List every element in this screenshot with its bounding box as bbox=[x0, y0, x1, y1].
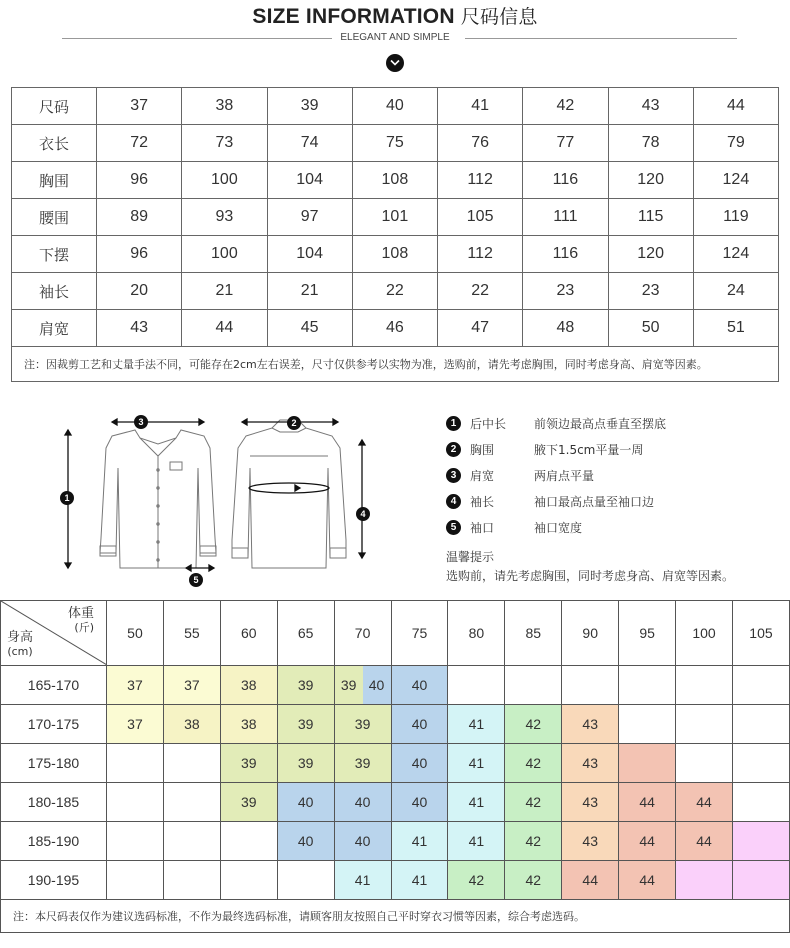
weight-header: 85 bbox=[505, 601, 562, 666]
marker-3: 3 bbox=[138, 417, 144, 427]
size-cell: 120 bbox=[608, 162, 693, 199]
size-cell: 79 bbox=[693, 125, 778, 162]
height-label: 165-170 bbox=[1, 666, 107, 705]
shirt-measurement-diagram bbox=[50, 408, 450, 593]
size-cell: 40 bbox=[334, 822, 391, 861]
number-badge-icon: 1 bbox=[446, 416, 461, 431]
size-cell: 45 bbox=[267, 310, 352, 347]
size-cell: 44 bbox=[619, 822, 676, 861]
size-cell: 39 bbox=[220, 783, 277, 822]
weight-header: 105 bbox=[732, 601, 789, 666]
legend-item bbox=[446, 466, 786, 492]
size-cell: 43 bbox=[562, 744, 619, 783]
legend-item bbox=[446, 440, 786, 466]
size-cell: 124 bbox=[693, 236, 778, 273]
size-cell bbox=[107, 861, 164, 900]
size-cell: 41 bbox=[448, 783, 505, 822]
legend-desc: 袖口最高点量至袖口边 bbox=[534, 495, 655, 509]
legend-name: 胸围 bbox=[470, 443, 495, 457]
size-cell: 101 bbox=[352, 199, 437, 236]
weight-header: 50 bbox=[107, 601, 164, 666]
height-row bbox=[1, 783, 790, 822]
size-cell: 44 bbox=[676, 822, 733, 861]
number-badge-icon: 3 bbox=[446, 468, 461, 483]
legend-item bbox=[446, 414, 786, 440]
size-recommendation-table bbox=[0, 600, 790, 933]
size-cell: 78 bbox=[608, 125, 693, 162]
size-cell: 40 bbox=[334, 783, 391, 822]
weight-header: 55 bbox=[163, 601, 220, 666]
size-cell: 44 bbox=[693, 88, 778, 125]
number-badge-icon: 4 bbox=[446, 494, 461, 509]
size-note-row bbox=[12, 347, 779, 382]
size-cell: 44 bbox=[562, 861, 619, 900]
size-cell: 43 bbox=[562, 705, 619, 744]
size-row bbox=[12, 199, 779, 236]
size-cell: 37 bbox=[163, 666, 220, 705]
corner-cell bbox=[1, 601, 107, 666]
size-cell bbox=[163, 861, 220, 900]
size-cell: 21 bbox=[182, 273, 267, 310]
height-row bbox=[1, 705, 790, 744]
rec-note: 注：本尺码表仅作为建议选码标准，不作为最终选码标准，请顾客朋友按照自己平时穿衣习惯等因素，综合考虑选码。 bbox=[1, 900, 790, 933]
legend-name: 袖口 bbox=[470, 521, 495, 535]
size-cell: 41 bbox=[448, 705, 505, 744]
size-table bbox=[11, 87, 779, 382]
row-label: 尺码 bbox=[12, 88, 97, 125]
size-cell bbox=[505, 666, 562, 705]
size-cell: 39 bbox=[220, 744, 277, 783]
tip-title: 温馨提示 bbox=[446, 550, 495, 564]
size-cell bbox=[220, 861, 277, 900]
height-row bbox=[1, 822, 790, 861]
row-label: 肩宽 bbox=[12, 310, 97, 347]
size-cell: 39 bbox=[267, 88, 352, 125]
size-cell: 38 bbox=[220, 666, 277, 705]
marker-4: 4 bbox=[360, 509, 366, 519]
height-label: 175-180 bbox=[1, 744, 107, 783]
height-label: 170-175 bbox=[1, 705, 107, 744]
size-cell bbox=[448, 666, 505, 705]
size-cell: 40 bbox=[352, 88, 437, 125]
size-cell: 37 bbox=[107, 705, 164, 744]
size-cell: 104 bbox=[267, 162, 352, 199]
size-cell: 73 bbox=[182, 125, 267, 162]
back-shirt-figure bbox=[232, 420, 346, 568]
size-cell bbox=[107, 783, 164, 822]
size-cell bbox=[676, 744, 733, 783]
size-row bbox=[12, 236, 779, 273]
size-cell: 100 bbox=[182, 162, 267, 199]
size-cell: 47 bbox=[438, 310, 523, 347]
size-cell: 42 bbox=[505, 861, 562, 900]
size-cell: 42 bbox=[505, 783, 562, 822]
size-cell: 40 bbox=[391, 744, 448, 783]
weight-header: 95 bbox=[619, 601, 676, 666]
split-value: 40 bbox=[363, 666, 391, 704]
size-cell bbox=[107, 822, 164, 861]
size-cell: 43 bbox=[97, 310, 182, 347]
marker-1: 1 bbox=[64, 493, 70, 503]
weight-header: 70 bbox=[334, 601, 391, 666]
weight-header: 65 bbox=[277, 601, 334, 666]
size-cell: 37 bbox=[107, 666, 164, 705]
size-cell: 39 bbox=[277, 744, 334, 783]
weight-header: 100 bbox=[676, 601, 733, 666]
title-en: SIZE INFORMATION bbox=[252, 5, 455, 28]
legend-item bbox=[446, 518, 786, 544]
size-cell: 44 bbox=[676, 783, 733, 822]
size-cell: 50 bbox=[608, 310, 693, 347]
size-cell: 105 bbox=[438, 199, 523, 236]
size-cell: 74 bbox=[267, 125, 352, 162]
size-cell: 37 bbox=[97, 88, 182, 125]
height-label: 190-195 bbox=[1, 861, 107, 900]
size-cell: 77 bbox=[523, 125, 608, 162]
weight-header: 60 bbox=[220, 601, 277, 666]
size-cell: 23 bbox=[523, 273, 608, 310]
front-shirt-figure bbox=[100, 430, 216, 568]
size-cell: 116 bbox=[523, 236, 608, 273]
size-cell: 46 bbox=[352, 310, 437, 347]
legend-name: 肩宽 bbox=[470, 469, 495, 483]
size-cell: 41 bbox=[438, 88, 523, 125]
size-cell: 39 bbox=[334, 705, 391, 744]
weight-header-row bbox=[1, 601, 790, 666]
size-cell: 41 bbox=[448, 822, 505, 861]
size-cell: 75 bbox=[352, 125, 437, 162]
size-cell: 39 bbox=[277, 705, 334, 744]
size-cell: 111 bbox=[523, 199, 608, 236]
measurement-legend bbox=[446, 414, 786, 544]
size-cell: 38 bbox=[182, 88, 267, 125]
size-cell: 40 bbox=[277, 822, 334, 861]
size-cell: 40 bbox=[391, 666, 448, 705]
size-cell: 76 bbox=[438, 125, 523, 162]
size-row bbox=[12, 88, 779, 125]
size-cell bbox=[163, 744, 220, 783]
marker-5: 5 bbox=[193, 575, 199, 585]
size-cell: 42 bbox=[505, 744, 562, 783]
size-cell: 42 bbox=[523, 88, 608, 125]
size-cell bbox=[163, 822, 220, 861]
size-cell: 44 bbox=[182, 310, 267, 347]
weight-axis-label: 体重 (斤) bbox=[67, 606, 94, 634]
row-label: 袖长 bbox=[12, 273, 97, 310]
size-cell bbox=[107, 744, 164, 783]
weight-header: 90 bbox=[562, 601, 619, 666]
size-cell: 112 bbox=[438, 236, 523, 273]
size-cell: 20 bbox=[97, 273, 182, 310]
size-cell: 89 bbox=[97, 199, 182, 236]
row-label: 下摆 bbox=[12, 236, 97, 273]
legend-name: 后中长 bbox=[470, 417, 507, 431]
size-cell: 108 bbox=[352, 162, 437, 199]
size-cell: 44 bbox=[619, 861, 676, 900]
rec-note-row bbox=[1, 900, 790, 933]
height-row bbox=[1, 861, 790, 900]
size-cell: 38 bbox=[220, 705, 277, 744]
size-cell: 40 bbox=[391, 783, 448, 822]
size-cell: 119 bbox=[693, 199, 778, 236]
split-value: 39 bbox=[335, 666, 363, 704]
size-cell bbox=[334, 666, 391, 705]
subtitle: ELEGANT AND SIMPLE bbox=[340, 32, 450, 43]
number-badge-icon: 2 bbox=[446, 442, 461, 457]
size-note: 注：因裁剪工艺和丈量手法不同，可能存在2cm左右误差，尺寸仅供参考以实物为准，选购前，请先考虑胸围，同时考虑身高、肩宽等因素。 bbox=[12, 347, 779, 382]
size-row bbox=[12, 162, 779, 199]
size-cell: 41 bbox=[391, 822, 448, 861]
size-cell: 22 bbox=[438, 273, 523, 310]
height-axis-label: 身高 (cm) bbox=[7, 630, 34, 658]
size-row bbox=[12, 310, 779, 347]
row-label: 衣长 bbox=[12, 125, 97, 162]
title-zh: 尺码信息 bbox=[460, 6, 538, 28]
legend-item bbox=[446, 492, 786, 518]
size-cell: 23 bbox=[608, 273, 693, 310]
size-cell bbox=[732, 705, 789, 744]
size-cell: 41 bbox=[448, 744, 505, 783]
size-cell: 21 bbox=[267, 273, 352, 310]
weight-header: 80 bbox=[448, 601, 505, 666]
size-cell: 43 bbox=[562, 822, 619, 861]
size-cell: 124 bbox=[693, 162, 778, 199]
size-cell: 108 bbox=[352, 236, 437, 273]
size-cell: 40 bbox=[391, 705, 448, 744]
size-row bbox=[12, 273, 779, 310]
page-title bbox=[0, 2, 790, 29]
size-cell: 38 bbox=[163, 705, 220, 744]
size-cell: 104 bbox=[267, 236, 352, 273]
size-cell: 72 bbox=[97, 125, 182, 162]
size-cell bbox=[220, 822, 277, 861]
size-cell: 41 bbox=[334, 861, 391, 900]
legend-desc: 两肩点平量 bbox=[534, 469, 595, 483]
size-cell: 96 bbox=[97, 162, 182, 199]
row-label: 腰围 bbox=[12, 199, 97, 236]
split-cell bbox=[335, 666, 391, 704]
size-cell bbox=[732, 744, 789, 783]
height-label: 180-185 bbox=[1, 783, 107, 822]
size-cell: 40 bbox=[277, 783, 334, 822]
size-cell bbox=[163, 783, 220, 822]
size-cell bbox=[676, 705, 733, 744]
size-cell bbox=[732, 783, 789, 822]
size-cell: 116 bbox=[523, 162, 608, 199]
size-cell: 100 bbox=[182, 236, 267, 273]
size-cell: 112 bbox=[438, 162, 523, 199]
size-cell bbox=[676, 861, 733, 900]
size-cell: 39 bbox=[277, 666, 334, 705]
legend-desc: 腋下1.5cm平量一周 bbox=[534, 443, 644, 457]
size-cell bbox=[619, 705, 676, 744]
size-cell: 24 bbox=[693, 273, 778, 310]
legend-desc: 前领边最高点垂直至摆底 bbox=[534, 417, 667, 431]
size-cell: 96 bbox=[97, 236, 182, 273]
legend-name: 袖长 bbox=[470, 495, 495, 509]
divider-right bbox=[465, 38, 737, 39]
height-row bbox=[1, 744, 790, 783]
size-cell: 115 bbox=[608, 199, 693, 236]
tip-text: 选购前，请先考虑胸围，同时考虑身高、肩宽等因素。 bbox=[446, 569, 735, 583]
size-cell: 42 bbox=[448, 861, 505, 900]
size-cell: 42 bbox=[505, 822, 562, 861]
row-label: 胸围 bbox=[12, 162, 97, 199]
size-cell: 42 bbox=[505, 705, 562, 744]
number-badge-icon: 5 bbox=[446, 520, 461, 535]
size-cell bbox=[732, 666, 789, 705]
size-cell: 43 bbox=[562, 783, 619, 822]
size-cell: 39 bbox=[334, 744, 391, 783]
size-cell: 22 bbox=[352, 273, 437, 310]
size-cell: 120 bbox=[608, 236, 693, 273]
size-cell: 48 bbox=[523, 310, 608, 347]
chevron-down-icon bbox=[386, 54, 404, 72]
size-cell: 41 bbox=[391, 861, 448, 900]
size-cell bbox=[676, 666, 733, 705]
legend-desc: 袖口宽度 bbox=[534, 521, 583, 535]
size-cell bbox=[619, 666, 676, 705]
size-cell: 43 bbox=[608, 88, 693, 125]
marker-2: 2 bbox=[291, 418, 297, 428]
size-cell: 44 bbox=[619, 783, 676, 822]
size-cell: 51 bbox=[693, 310, 778, 347]
height-row bbox=[1, 666, 790, 705]
size-cell bbox=[562, 666, 619, 705]
height-label: 185-190 bbox=[1, 822, 107, 861]
size-cell bbox=[619, 744, 676, 783]
size-cell bbox=[732, 822, 789, 861]
size-row bbox=[12, 125, 779, 162]
size-cell: 93 bbox=[182, 199, 267, 236]
size-cell bbox=[277, 861, 334, 900]
size-cell: 97 bbox=[267, 199, 352, 236]
size-cell bbox=[732, 861, 789, 900]
weight-header: 75 bbox=[391, 601, 448, 666]
